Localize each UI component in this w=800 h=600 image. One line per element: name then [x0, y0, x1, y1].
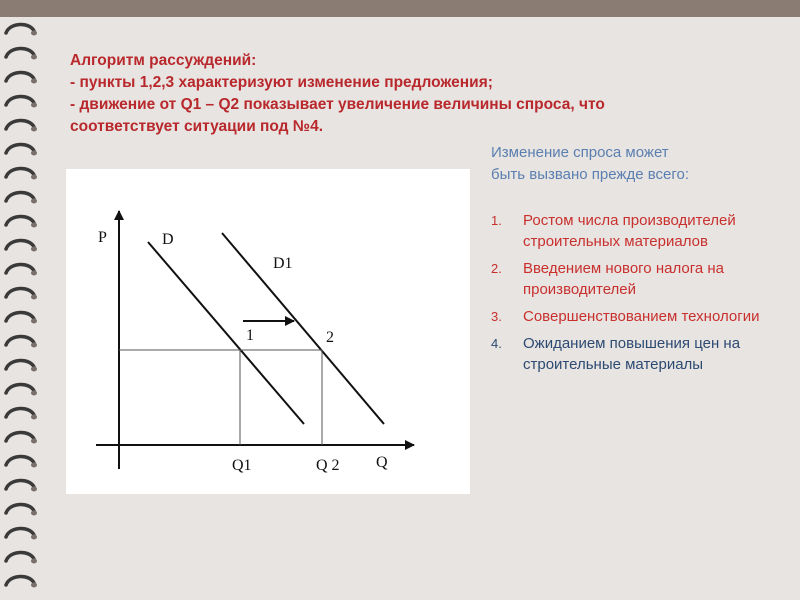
spiral-ring: [6, 24, 37, 35]
spiral-ring: [6, 480, 37, 491]
spiral-ring: [6, 72, 37, 83]
spiral-ring: [6, 96, 37, 107]
spiral-ring: [6, 288, 37, 299]
cause-text: Совершенствованием технологии: [523, 308, 760, 325]
spiral-ring: [6, 504, 37, 515]
q1-label: Q1: [232, 457, 252, 474]
point-1-label: 1: [246, 327, 254, 344]
spiral-ring: [6, 192, 37, 203]
spiral-ring: [6, 552, 37, 563]
heading-line-2: - пункты 1,2,3 характеризуют изменение предложения;: [70, 74, 493, 91]
spiral-ring: [6, 120, 37, 131]
spiral-ring: [6, 216, 37, 227]
notebook-spiral: [0, 17, 42, 600]
q-axis-label: Q: [376, 454, 388, 471]
top-bar: [0, 0, 800, 17]
spiral-ring: [6, 528, 37, 539]
heading: [70, 50, 750, 138]
d-curve-label: D: [162, 231, 174, 248]
spiral-ring: [6, 336, 37, 347]
intro-line-1: Изменение спроса может: [491, 144, 669, 161]
heading-line-4: соответствует ситуации под №4.: [70, 118, 324, 135]
heading-line-1: Алгоритм рассуждений:: [70, 52, 257, 69]
cause-item: [491, 258, 781, 300]
cause-text: Ростом числа производителей строительных материалов: [523, 212, 736, 250]
cause-item: [491, 210, 781, 252]
p-axis-label: P: [98, 229, 107, 246]
cause-number: 1.: [491, 213, 502, 228]
cause-item: [491, 333, 781, 375]
cause-number: 4.: [491, 336, 502, 351]
spiral-ring: [6, 48, 37, 59]
spiral-ring: [6, 408, 37, 419]
spiral-ring: [6, 312, 37, 323]
q2-label: Q 2: [316, 457, 340, 474]
spiral-ring: [6, 240, 37, 251]
causes-list: [491, 210, 781, 381]
cause-item: [491, 306, 781, 327]
spiral-ring: [6, 432, 37, 443]
d1-curve-label: D1: [273, 255, 293, 272]
cause-number: 3.: [491, 309, 502, 324]
spiral-ring: [6, 360, 37, 371]
heading-line-3: - движение от Q1 – Q2 показывает увеличение величины спроса, что: [70, 96, 605, 113]
cause-number: 2.: [491, 261, 502, 276]
cause-text: Введением нового налога на производителей: [523, 260, 724, 298]
point-2-label: 2: [326, 329, 334, 346]
intro-text: [491, 142, 781, 186]
spiral-ring: [6, 168, 37, 179]
spiral-ring: [6, 384, 37, 395]
demand-shift-graph: [66, 169, 470, 494]
spiral-ring: [6, 576, 37, 587]
intro-line-2: быть вызвано прежде всего:: [491, 166, 690, 183]
spiral-ring: [6, 264, 37, 275]
spiral-ring: [6, 144, 37, 155]
cause-text: Ожиданием повышения цен на строительные материалы: [523, 335, 741, 373]
spiral-ring: [6, 456, 37, 467]
